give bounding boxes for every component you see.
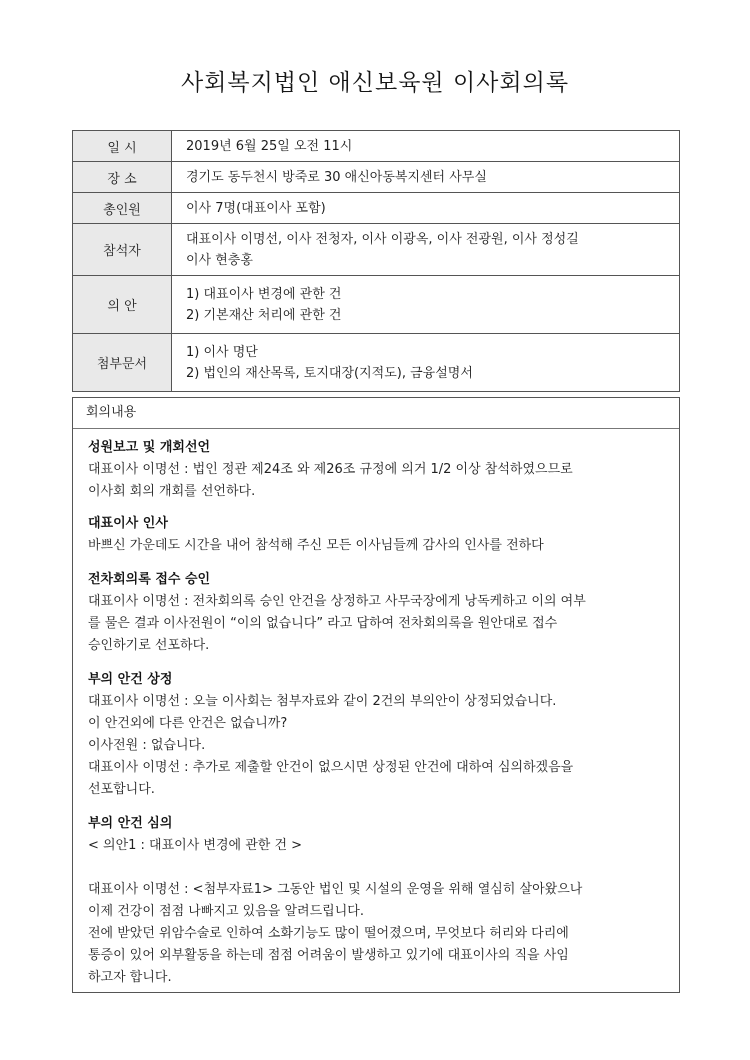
minutes-line: 이제 건강이 점점 나빠지고 있음을 알려드립니다.: [88, 904, 364, 919]
info-row-place: [73, 162, 680, 193]
info-line: 1) 대표이사 변경에 관한 건: [186, 286, 342, 302]
minutes-box: [72, 397, 680, 993]
minutes-line: 이사회 회의 개회를 선언하다.: [88, 484, 256, 499]
info-line: 경기도 동두천시 방죽로 30 애신아동복지센터 사무실: [186, 169, 487, 185]
info-line: 이사 현충홍: [186, 252, 253, 268]
info-value: [172, 131, 680, 162]
minutes-line: 대표이사 이명선 : 전차회의록 승인 안건을 상정하고 사무국장에게 낭독케하고 이의 여부: [88, 594, 586, 609]
info-value: [172, 193, 680, 224]
info-value: [172, 162, 680, 193]
minutes-header: 회의내용: [73, 398, 679, 429]
section-heading: 대표이사 인사: [88, 516, 168, 531]
info-label: 총인원: [73, 193, 172, 224]
info-label: 참석자: [73, 224, 172, 276]
info-row-agenda: [73, 276, 680, 334]
info-label: 의 안: [73, 276, 172, 334]
info-row-total: [73, 193, 680, 224]
minutes-line: 대표이사 이명선 : <첨부자료1> 그동안 법인 및 시설의 운영을 위해 열심히 살아왔으나: [88, 882, 583, 897]
info-label: 첨부문서: [73, 334, 172, 392]
info-row-datetime: [73, 131, 680, 162]
section-heading: 부의 안건 상정: [88, 672, 173, 687]
section-greeting: [88, 513, 669, 557]
section-agenda-review: [88, 813, 669, 857]
section-heading: 전차회의록 접수 승인: [88, 572, 211, 587]
section-previous-minutes: [88, 569, 669, 657]
section-quorum: [88, 437, 669, 503]
info-value: [172, 224, 680, 276]
minutes-line: 대표이사 이명선 : 오늘 이사회는 첨부자료와 같이 2건의 부의안이 상정되었습니다.: [88, 694, 557, 709]
section-resignation-statement: [88, 879, 669, 989]
meeting-info-table: [72, 130, 680, 392]
minutes-line: 하고자 합니다.: [88, 970, 172, 985]
minutes-line: 이사전원 : 없습니다.: [88, 738, 206, 753]
info-row-attachments: [73, 334, 680, 392]
minutes-line: 전에 받았던 위암수술로 인하여 소화기능도 많이 떨어졌으며, 무엇보다 허리와 다리에: [88, 926, 569, 941]
info-row-attendees: [73, 224, 680, 276]
minutes-line: 바쁘신 가운데도 시간을 내어 참석해 주신 모든 이사님들께 감사의 인사를 전하다: [88, 538, 544, 553]
minutes-line: 선포합니다.: [88, 782, 155, 797]
agenda-item-title: < 의안1 : 대표이사 변경에 관한 건 >: [88, 838, 303, 853]
minutes-line: 를 물은 결과 이사전원이 “이의 없습니다” 라고 답하여 전차회의록을 원안대로 접수: [88, 616, 558, 631]
minutes-line: 대표이사 이명선 : 법인 정관 제24조 와 제26조 규정에 의거 1/2 이상 참석하였으므로: [88, 462, 573, 477]
info-value: [172, 334, 680, 392]
minutes-line: 승인하기로 선포하다.: [88, 638, 210, 653]
section-heading: 부의 안건 심의: [88, 816, 173, 831]
document-title: 사회복지법인 애신보육원 이사회의록: [180, 70, 570, 96]
info-line: 2) 기본재산 처리에 관한 건: [186, 307, 342, 323]
section-agenda-proposal: [88, 669, 669, 801]
minutes-line: 대표이사 이명선 : 추가로 제출할 안건이 없으시면 상정된 안건에 대하여 심의하겠음을: [88, 760, 574, 775]
info-line: 이사 7명(대표이사 포함): [186, 200, 326, 216]
info-value: [172, 276, 680, 334]
info-line: 대표이사 이명선, 이사 전청자, 이사 이광옥, 이사 전광원, 이사 정성길: [186, 231, 579, 247]
info-label: 장 소: [73, 162, 172, 193]
info-label: 일 시: [73, 131, 172, 162]
info-line: 2019년 6월 25일 오전 11시: [186, 138, 353, 154]
info-line: 1) 이사 명단: [186, 344, 258, 360]
minutes-content: [73, 437, 679, 989]
minutes-line: 이 안건외에 다른 안건은 없습니까?: [88, 716, 288, 731]
section-heading: 성원보고 및 개회선언: [88, 440, 211, 455]
minutes-line: 통증이 있어 외부활동을 하는데 점점 어려움이 발생하고 있기에 대표이사의 직을 사임: [88, 948, 569, 963]
info-line: 2) 법인의 재산목록, 토지대장(지적도), 금융설명서: [186, 365, 473, 381]
